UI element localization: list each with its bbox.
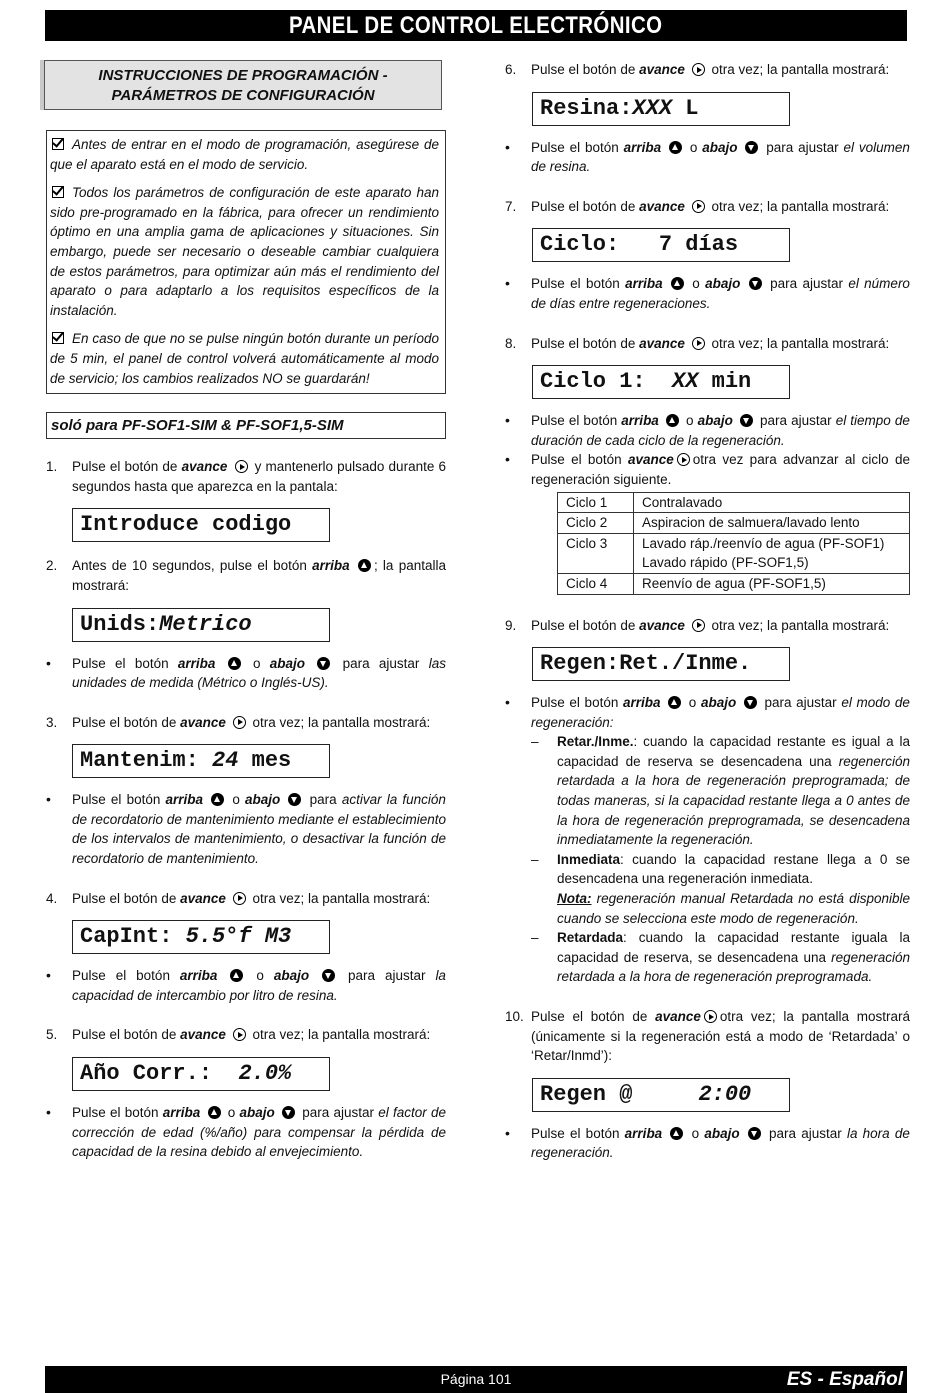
checkbox-icon xyxy=(52,332,64,344)
abajo-icon xyxy=(282,1106,295,1119)
avance-icon xyxy=(233,1028,246,1041)
abajo-icon xyxy=(322,969,335,982)
abajo-icon xyxy=(317,657,330,670)
avance-icon xyxy=(704,1010,717,1023)
bullet-list xyxy=(46,790,446,868)
mode-retardada: – Retardada: cuando la capacidad restante iguala la capacidad de reserva, se desencadena una regeneración retardada a la hora de regeneración preprogramada. xyxy=(531,930,910,985)
step-3: 3. Pulse el botón de avance otra vez; la pantalla mostrará: xyxy=(46,714,431,730)
section-heading-line2: PARÁMETROS DE CONFIGURACIÓN xyxy=(111,87,375,104)
lcd-display: Ciclo 1: XX min xyxy=(532,365,790,399)
bullet-list xyxy=(505,411,910,489)
cycles-table xyxy=(557,492,910,595)
list-item: • Pulse el botón arriba o abajo para ajustar las unidades de medida (Métrico o Inglés-US). xyxy=(46,654,446,693)
step-5: 5. Pulse el botón de avance otra vez; la pantalla mostrará: xyxy=(46,1027,431,1043)
avance-icon xyxy=(233,716,246,729)
bullet-list xyxy=(46,1103,446,1162)
arriba-icon xyxy=(208,1106,221,1119)
right-column xyxy=(505,60,910,1163)
avance-icon xyxy=(692,337,705,350)
bullet-list xyxy=(46,654,446,693)
avance-icon xyxy=(233,892,246,905)
mode-retar: – Retar./Inme.: cuando la capacidad restante es igual a la capacidad de reserva se desencadena una regenerción retardada a la hora de regeneración preprogramada; de todas maneras, si la capacidad restante llega a 0 antes de la hora de regeneración preprogramada, se desencadena inmediatamente la regeneración. xyxy=(531,734,910,848)
step-2: 2. Antes de 10 segundos, pulse el botón arriba ; la pantalla mostrará: xyxy=(46,558,446,593)
table-row: Ciclo 2 Aspiracion de salmuera/lavado lento xyxy=(558,513,910,534)
notes-box xyxy=(46,130,446,394)
avance-icon xyxy=(692,619,705,632)
bullet-list xyxy=(505,274,910,313)
checkbox-icon xyxy=(52,138,64,150)
lcd-display: Introduce codigo xyxy=(72,508,330,542)
bullet-list xyxy=(505,693,910,732)
list-item: • Pulse el botón arriba o abajo para ajustar el número de días entre regeneraciones. xyxy=(505,274,910,313)
page-footer xyxy=(45,1366,907,1393)
lcd-display: CapInt: 5.5°f M3 xyxy=(72,920,330,954)
arriba-icon xyxy=(228,657,241,670)
list-item: • Pulse el botón arriba o abajo para ajustar el volumen de resina. xyxy=(505,138,910,177)
bullet-list xyxy=(505,138,910,177)
bullet-list xyxy=(46,966,446,1005)
note-3: En caso de que no se pulse ningún botón durante un período de 5 min, el panel de control volverá automáticamente al modo de servicio; los cambios realizados NO se guardarán! xyxy=(50,331,439,386)
arriba-icon xyxy=(671,277,684,290)
lcd-display: Regen @ 2:00 xyxy=(532,1078,790,1112)
table-row: Ciclo 4 Reenvío de agua (PF-SOF1,5) xyxy=(558,573,910,594)
table-row: Ciclo 3 Lavado ráp./reenvío de agua (PF-SOF1) Lavado rápido (PF-SOF1,5) xyxy=(558,533,910,573)
step-9: 9. Pulse el botón de avance otra vez; la pantalla mostrará: xyxy=(505,617,890,633)
avance-icon xyxy=(235,460,248,473)
note-1: Antes de entrar en el modo de programación, asegúrese de que el aparato está en el modo de servicio. xyxy=(50,137,439,172)
section-heading xyxy=(44,60,442,110)
arriba-icon xyxy=(666,414,679,427)
language-label: ES - Español xyxy=(786,1369,903,1390)
list-item: • Pulse el botón arriba o abajo para ajustar la capacidad de intercambio por litro de resina. xyxy=(46,966,446,1005)
abajo-icon xyxy=(740,414,753,427)
lcd-display: Mantenim: 24 mes xyxy=(72,744,330,778)
step-7: 7. Pulse el botón de avance otra vez; la pantalla mostrará: xyxy=(505,198,890,214)
list-item: • Pulse el botón arriba o abajo para activar la función de recordatorio de mantenimiento mediante el establecimiento de los intervalos de mantenimiento, o desactivar la función de recordatorio de mantenimiento. xyxy=(46,790,446,868)
lcd-display: Unids:Metrico xyxy=(72,608,330,642)
step-4: 4. Pulse el botón de avance otra vez; la pantalla mostrará: xyxy=(46,890,431,906)
step-8: 8. Pulse el botón de avance otra vez; la pantalla mostrará: xyxy=(505,335,890,351)
lcd-display: Año Corr.: 2.0% xyxy=(72,1057,330,1091)
arriba-icon xyxy=(211,793,224,806)
page-number: Página 101 xyxy=(440,1371,512,1387)
table-row: Ciclo 1 Contralavado xyxy=(558,492,910,513)
checkbox-icon xyxy=(52,186,64,198)
abajo-icon xyxy=(288,793,301,806)
arriba-icon xyxy=(668,696,681,709)
step-10: 10. Pulse el botón de avance otra vez; la pantalla mostrará (únicamente si la regeneración está a modo de ‘Retardada’ o ‘Retar/Inmd’): xyxy=(505,1009,910,1064)
avance-icon xyxy=(692,200,705,213)
left-column xyxy=(46,60,446,1162)
lcd-display: Ciclo: 7 días xyxy=(532,228,790,262)
avance-icon xyxy=(677,453,690,466)
lcd-display: Resina:XXX L xyxy=(532,92,790,126)
abajo-icon xyxy=(749,277,762,290)
abajo-icon xyxy=(744,696,757,709)
arriba-icon xyxy=(230,969,243,982)
page-header xyxy=(45,10,907,41)
list-item: • Pulse el botón arriba o abajo para ajustar el modo de regeneración: xyxy=(505,693,910,732)
section-heading-line1: INSTRUCCIONES DE PROGRAMACIÓN - xyxy=(98,67,388,84)
bullet-list xyxy=(505,1124,910,1163)
list-item: • Pulse el botón arriba o abajo para ajustar el factor de corrección de edad (%/año) para compensar la pérdida de capacidad de la resina debido al envejecimiento. xyxy=(46,1103,446,1162)
mode-inme: – Inmediata: cuando la capacidad restane llega a 0 se desencadena una regeneración inmediata. Nota: regeneración manual Retardada no está disponible cuando se selecciona este modo de regeneración. xyxy=(531,851,910,926)
regen-modes xyxy=(531,732,910,987)
page-title: PANEL DE CONTROL ELECTRÓNICO xyxy=(289,12,663,39)
step-6: 6. Pulse el botón de avance otra vez; la pantalla mostrará: xyxy=(505,62,890,77)
model-heading: soló para PF-SOF1-SIM & PF-SOF1,5-SIM xyxy=(46,412,446,439)
arriba-icon xyxy=(670,1127,683,1140)
note-2: Todos los parámetros de configuración de este aparato han sido pre-programado en la fábrica, para ofrecer un rendimiento óptimo en una amplia gama de aplicaciones y situaciones. Sin embargo, puede ser necesario o deseable cambiar cualquiera de estos parámetros, para optimizar aún más el rendimiento del aparato o para adaptarlo a los requisitos específicos de la instalación. xyxy=(50,185,439,318)
list-item: • Pulse el botón avance otra vez para advanzar al ciclo de regeneración siguiente. xyxy=(505,450,910,489)
avance-icon xyxy=(692,63,705,76)
arriba-icon xyxy=(669,141,682,154)
abajo-icon xyxy=(745,141,758,154)
arriba-icon xyxy=(358,559,371,572)
list-item: • Pulse el botón arriba o abajo para ajustar la hora de regeneración. xyxy=(505,1124,910,1163)
lcd-display: Regen:Ret./Inme. xyxy=(532,647,790,681)
list-item: • Pulse el botón arriba o abajo para ajustar el tiempo de duración de cada ciclo de la regeneración. xyxy=(505,411,910,450)
abajo-icon xyxy=(748,1127,761,1140)
step-1: 1. Pulse el botón de avance y mantenerlo pulsado durante 6 segundos hasta que aparezca en la pantala: xyxy=(46,459,446,494)
